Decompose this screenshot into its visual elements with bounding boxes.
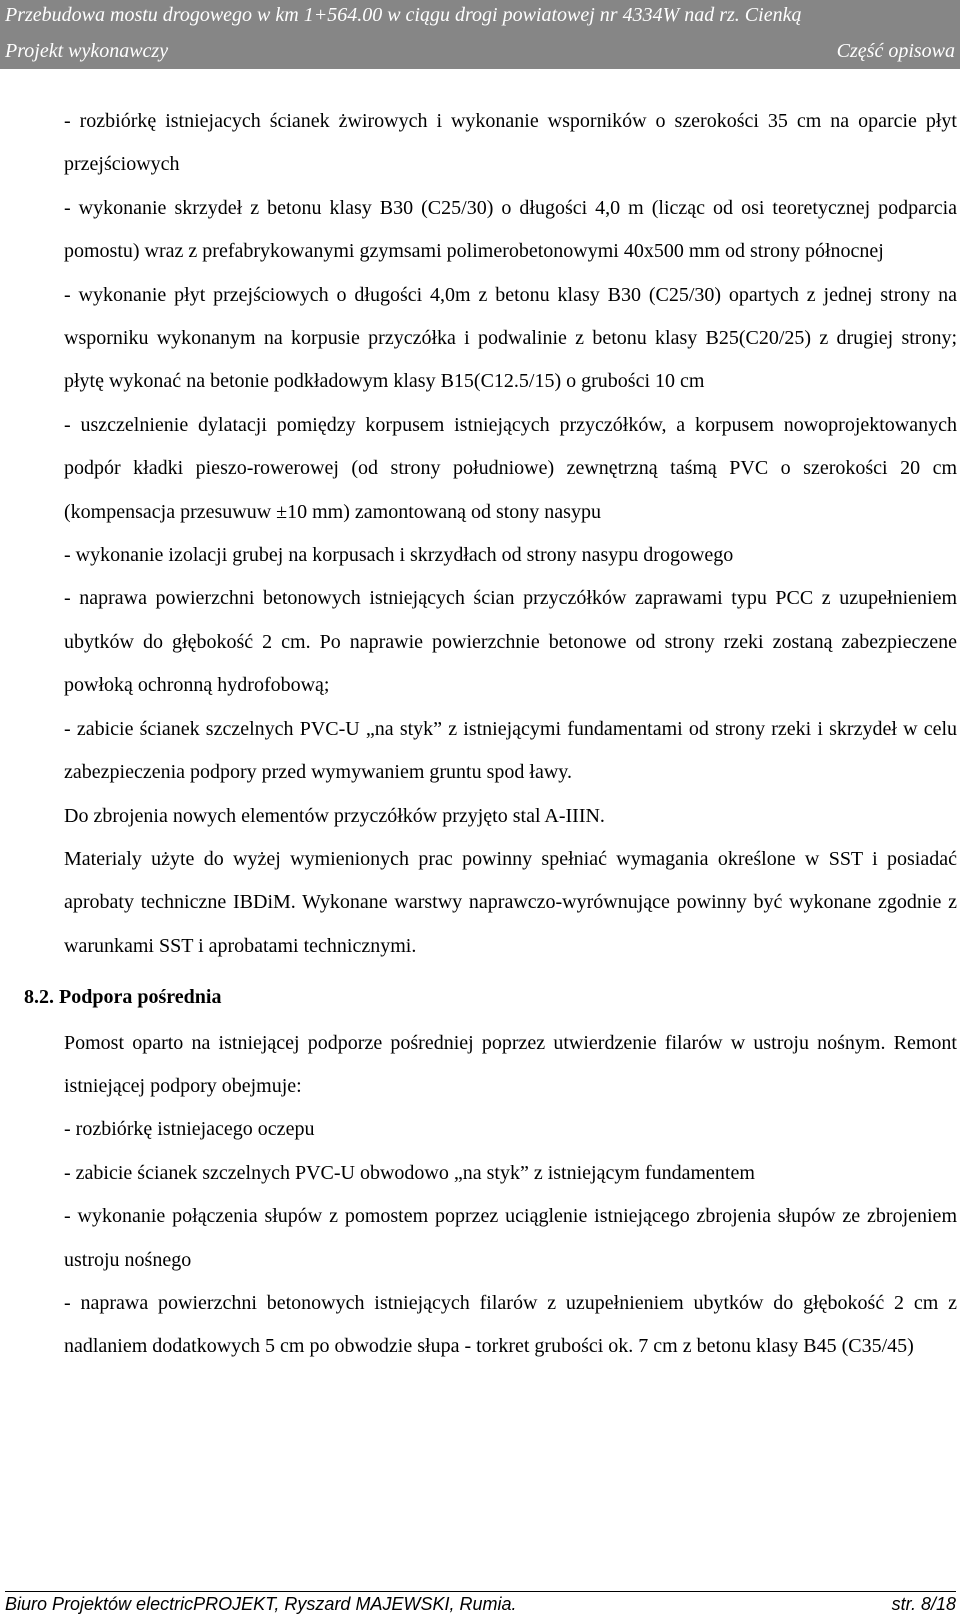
paragraph: - wykonanie skrzydeł z betonu klasy B30 (C25/30) o długości 4,0 m (licząc od osi teoretycznej podparcia pomostu) wraz z prefabrykowanymi gzymsami polimerobetonowymi 40x500 mm od strony północnej <box>64 196 957 263</box>
paragraph: Do zbrojenia nowych elementów przyczółków przyjęto stal A-IIIN. <box>64 804 605 827</box>
page-number: str. 8/18 <box>891 1594 956 1614</box>
project-stage-label: Projekt wykonawczy <box>5 40 169 62</box>
paragraph: - uszczelnienie dylatacji pomiędzy korpusem istniejących przyczółków, a korpusem nowoprojektowanych podpór kładki pieszo-rowerowej (od strony południowe) zewnętrzną taśmą PVC o szerokości 20 cm (kompensacja przesuwuw ±10 mm) zamontowaną od stony nasypu <box>64 413 957 523</box>
document-part-label: Część opisowa <box>836 40 955 62</box>
paragraph: Materialy użyte do wyżej wymienionych prac powinny spełniać wymagania określone w SST i posiadać aprobaty techniczne IBDiM. Wykonane warstwy naprawczo-wyrównujące powinny być wykonane zgodnie z warunkami SST i aprobatami technicznymi. <box>64 847 957 957</box>
paragraph: - zabicie ścianek szczelnych PVC-U „na styk” z istniejącymi fundamentami od strony rzeki i skrzydeł w celu zabezpieczenia podpory przed wymywaniem gruntu spod ławy. <box>64 717 957 784</box>
paragraph: - rozbiórkę istniejacych ścianek żwirowych i wykonanie wsporników o szerokości 35 cm na oparcie płyt przejściowych <box>64 110 957 176</box>
page-header <box>0 0 960 69</box>
header-row <box>5 40 955 63</box>
paragraph: - wykonanie płyt przejściowych o długości 4,0m z betonu klasy B30 (C25/30) opartych z jednej strony na wsporniku wykonanym na korpusie przyczółka i podwalinie z betonu klasy B25(C20/25) z drugiej strony; płytę wykonać na betonie podkładowym klasy B15(C12.5/15) o grubości 10 cm <box>64 283 957 393</box>
paragraph: - wykonanie izolacji grubej na korpusach i skrzydłach od strony nasypu drogowego <box>64 544 734 567</box>
paragraph: - wykonanie połączenia słupów z pomostem poprzez uciąglenie istniejącego zbrojenia słupów ze zbrojeniem ustroju nośnego <box>64 1205 957 1271</box>
paragraph: Pomost oparto na istniejącej podporze pośredniej poprzez utwierdzenie filarów w ustroju nośnym. Remont istniejącej podpory obejmuje: <box>64 1031 957 1097</box>
section-heading: 8.2. Podpora pośrednia <box>24 986 222 1009</box>
page-content <box>24 100 957 1369</box>
page-footer <box>5 1594 956 1615</box>
paragraph: - naprawa powierzchni betonowych istniejących filarów z uzupełnieniem ubytków do głębokość 2 cm z nadlaniem dodatkowych 5 cm po obwodzie słupa - torkret grubości ok. 7 cm z betonu klasy B45 (C35/45) <box>64 1291 957 1358</box>
document-title: Przebudowa mostu drogowego w km 1+564.00 w ciągu drogi powiatowej nr 4334W nad rz. Cienką <box>5 4 802 26</box>
paragraph: - naprawa powierzchni betonowych istniejących ścian przyczółków zaprawami typu PCC z uzupełnieniem ubytków do głębokość 2 cm. Po naprawie powierzchnie betonowe od strony rzeki zostaną zabezpieczene powłoką ochronną hydrofobową; <box>64 587 957 697</box>
paragraph: - zabicie ścianek szczelnych PVC-U obwodowo „na styk” z istniejącym fundamentem <box>64 1161 755 1184</box>
footer-company: Biuro Projektów electricPROJEKT, Ryszard MAJEWSKI, Rumia. <box>5 1594 517 1614</box>
paragraph: - rozbiórkę istniejacego oczepu <box>64 1118 315 1141</box>
footer-divider <box>5 1591 956 1592</box>
